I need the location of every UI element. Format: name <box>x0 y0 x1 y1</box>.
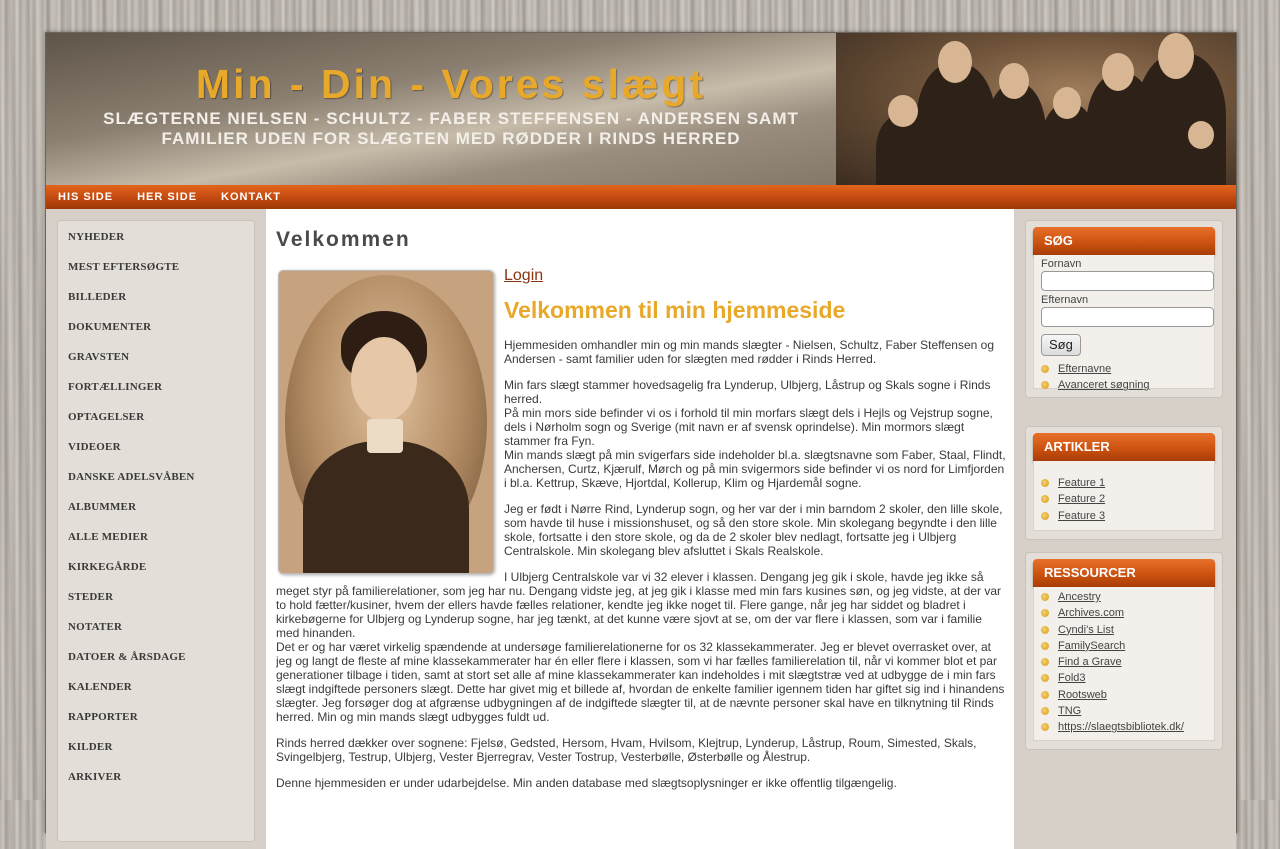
school-paragraph: Jeg er født i Nørre Rind, Lynderup sogn, og her var der i min barndom 2 skoler, den lille skole, som havde til huse i missionshuset, og så den store skole. Min skolegang begyndte i den lille skole, fortsatte i den store skole, og da de 2 skoler blev nedlagt, fortsatte jeg i Ulbjerg Centralskole. Min skolegang blev afsluttet i Skals Realskole. <box>504 502 1003 558</box>
resources-heading: RESSOURCER <box>1033 559 1215 587</box>
site-title: Min - Din - Vores slægt <box>195 61 707 107</box>
bullet-icon <box>1041 723 1049 731</box>
article-link-3[interactable]: Feature 3 <box>1034 508 1214 524</box>
right-sidebar <box>1014 209 1236 849</box>
sidebar-item-videoer[interactable]: VIDEOER <box>68 441 121 453</box>
search-button[interactable]: Søg <box>1041 334 1081 356</box>
bullet-icon <box>1041 512 1049 520</box>
resource-link-findagrave[interactable]: Find a Grave <box>1034 654 1214 670</box>
classmates-paragraph <box>276 570 1008 724</box>
top-nav <box>46 185 1236 209</box>
articles-list <box>1033 461 1215 531</box>
search-heading: SØG <box>1033 227 1215 255</box>
site-header <box>46 33 1236 185</box>
bullet-icon <box>1041 479 1049 487</box>
bullet-icon <box>1041 707 1049 715</box>
sidebar-item-dokumenter[interactable]: DOKUMENTER <box>68 321 152 333</box>
bullet-icon <box>1041 658 1049 666</box>
resource-link-familysearch[interactable]: FamilySearch <box>1034 638 1214 654</box>
sidebar-item-fortaellinger[interactable]: FORTÆLLINGER <box>68 381 163 393</box>
site-subtitle: SLÆGTERNE NIELSEN - SCHULTZ - FABER STEFFENSEN - ANDERSEN SAMT FAMILIER UDEN FOR SLÆGTEN MED RØDDER I RINDS HERRED <box>103 109 799 148</box>
resources-list <box>1033 587 1215 741</box>
nav-kontakt[interactable]: KONTAKT <box>221 191 282 203</box>
bullet-icon <box>1041 674 1049 682</box>
bullet-icon <box>1041 642 1049 650</box>
article-link-2[interactable]: Feature 2 <box>1034 491 1214 507</box>
welcome-heading: Velkommen til min hjemmeside <box>504 297 846 323</box>
resources-box <box>1025 552 1223 750</box>
status-paragraph: Denne hjemmesiden er under udarbejdelse. Min anden database med slægtsoplysninger er ikke offentlig tilgængelig. <box>276 776 897 790</box>
sidebar-item-steder[interactable]: STEDER <box>68 591 114 603</box>
left-sidebar <box>46 209 266 849</box>
sidebar-item-kalender[interactable]: KALENDER <box>68 681 132 693</box>
content-area <box>46 209 1236 849</box>
resource-link-slaegtsbibliotek[interactable]: https://slaegtsbibliotek.dk/ <box>1034 719 1214 735</box>
resource-link-tng[interactable]: TNG <box>1034 703 1214 719</box>
classmates-text-1: I Ulbjerg Centralskole var vi 32 elever i klassen. Dengang jeg gik i skole, havde jeg ikke så meget styr på familierelationer, som jeg har nu. Dengang vidste jeg, at jeg gik i klasse med min fars kusines søn, og jeg vidste, at der var to hold fætter/kusiner, hvem der ellers havde fælles relationer, kendte jeg ikke noget til. Flere gange, når jeg har siddet og bladret i kirkebøgerne for Ulbjerg og Lynderup sogne, har jeg tænkt, at det kunne være sjovt at se, om der var flere i klassen, som var i familie med hinanden. <box>276 570 1002 640</box>
resource-link-ancestry[interactable]: Ancestry <box>1034 589 1214 605</box>
sidebar-item-rapporter[interactable]: RAPPORTER <box>68 711 138 723</box>
bullet-icon <box>1041 691 1049 699</box>
resource-link-cyndis[interactable]: Cyndi's List <box>1034 622 1214 638</box>
sidebar-item-datoer[interactable]: DATOER & ÅRSDAGE <box>68 651 186 663</box>
resource-link-fold3[interactable]: Fold3 <box>1034 670 1214 686</box>
bullet-icon <box>1041 381 1049 389</box>
firstname-label: Fornavn <box>1041 258 1082 270</box>
sidebar-item-nyheder[interactable]: NYHEDER <box>68 231 125 243</box>
sidebar-item-kilder[interactable]: KILDER <box>68 741 113 753</box>
bullet-icon <box>1041 365 1049 373</box>
page-wrapper <box>45 32 1237 833</box>
login-link[interactable]: Login <box>504 267 544 284</box>
bullet-icon <box>1041 626 1049 634</box>
firstname-input[interactable] <box>1041 271 1214 291</box>
portrait-photo <box>278 270 494 574</box>
articles-box <box>1025 426 1223 540</box>
bullet-icon <box>1041 609 1049 617</box>
sidebar-item-optagelser[interactable]: OPTAGELSER <box>68 411 145 423</box>
sidebar-item-gravsten[interactable]: GRAVSTEN <box>68 351 130 363</box>
resource-link-rootsweb[interactable]: Rootsweb <box>1034 687 1214 703</box>
sidebar-item-danske-adelsvaben[interactable]: DANSKE ADELSVÅBEN <box>68 471 195 483</box>
lineage-father: Min fars slægt stammer hovedsagelig fra Lynderup, Ulbjerg, Låstrup og Skals sogne i Rinds herred. <box>504 378 991 406</box>
lastname-input[interactable] <box>1041 307 1214 327</box>
sidebar-item-alle-medier[interactable]: ALLE MEDIER <box>68 531 149 543</box>
resource-link-archives[interactable]: Archives.com <box>1034 605 1214 621</box>
search-box <box>1025 220 1223 398</box>
articles-heading: ARTIKLER <box>1033 433 1215 461</box>
advanced-search-link[interactable]: Avanceret søgning <box>1034 377 1214 393</box>
main-content <box>276 209 1008 849</box>
intro-paragraph: Hjemmesiden omhandler min og min mands slægter - Nielsen, Schultz, Faber Steffensen og Andersen - samt familier uden for slægten med rødder i Rinds Herred. <box>504 338 995 366</box>
family-photo <box>836 33 1236 185</box>
surnames-link[interactable]: Efternavne <box>1034 361 1214 377</box>
lineage-husband: Min mands slægt på min svigerfars side indeholder bl.a. slægtsnavne som Faber, Staal, Flindt, Anchersen, Curtz, Kjærulf, Mørch og på min svigermors side befinder vi os nord for Limfjorden i bl.a. Kettrup, Skæve, Hjortdal, Kollerup, Klim og Hjardemål sogne. <box>504 448 1006 490</box>
lineage-mother: På min mors side befinder vi os i forhold til min morfars slægt dels i Hejls og Vejstrup sogne, dels i Nørholm sogn og Sverige (mit navn er af svensk oprindelse). Min mormors slægt stammer fra Fyn. <box>504 406 993 448</box>
bullet-icon <box>1041 593 1049 601</box>
sidebar-item-billeder[interactable]: BILLEDER <box>68 291 127 303</box>
lastname-label: Efternavn <box>1041 294 1089 306</box>
nav-his-side[interactable]: HIS SIDE <box>58 191 114 203</box>
sidebar-item-notater[interactable]: NOTATER <box>68 621 123 633</box>
nav-her-side[interactable]: HER SIDE <box>137 191 198 203</box>
sidebar-item-arkiver[interactable]: ARKIVER <box>68 771 122 783</box>
bullet-icon <box>1041 495 1049 503</box>
classmates-text-2: Det er og har været virkelig spændende at undersøge familierelationerne for os 32 klassekammerater. Jeg er blevet overrasket over, at jeg og langt de fleste af mine klassekammerater har én eller flere i klassen, som vi har fælles familierelation til, når vi kommer blot et par generationer tilbage i tiden, samt at stort set alle af mine klassekammerater kan indeholdes i mit slægtstræ ved at udbygge de i min fars slægt indgiftede personers slægt. Dette har givet mig et billede af, hvordan de enkelte familier igennem tiden har giftet sig ind i hinandens slægter. Jeg forsøger dog at afgrænse udbygningen af de indgiftede slægter til, at de nævnte personer skal have en tilknytning til Rinds herred. Min og min mands slægt udbygges fuldt ud. <box>276 640 1005 724</box>
sidebar-menu <box>57 220 255 842</box>
sidebar-item-kirkegaarde[interactable]: KIRKEGÅRDE <box>68 561 147 573</box>
page-title: Velkommen <box>276 228 411 251</box>
article-link-1[interactable]: Feature 1 <box>1034 475 1214 491</box>
parishes-paragraph: Rinds herred dækker over sognene: Fjelsø, Gedsted, Hersom, Hvam, Hvilsom, Klejtrup, Lynderup, Låstrup, Roum, Simested, Skals, Svingelbjerg, Testrup, Ulbjerg, Vester Bjerregrav, Vester Tostrup, Vesterbølle, Østerbølle og Ålestrup. <box>276 736 977 764</box>
sidebar-item-mest-eftersogte[interactable]: MEST EFTERSØGTE <box>68 261 180 273</box>
search-form <box>1033 255 1215 392</box>
sidebar-item-albummer[interactable]: ALBUMMER <box>68 501 137 513</box>
